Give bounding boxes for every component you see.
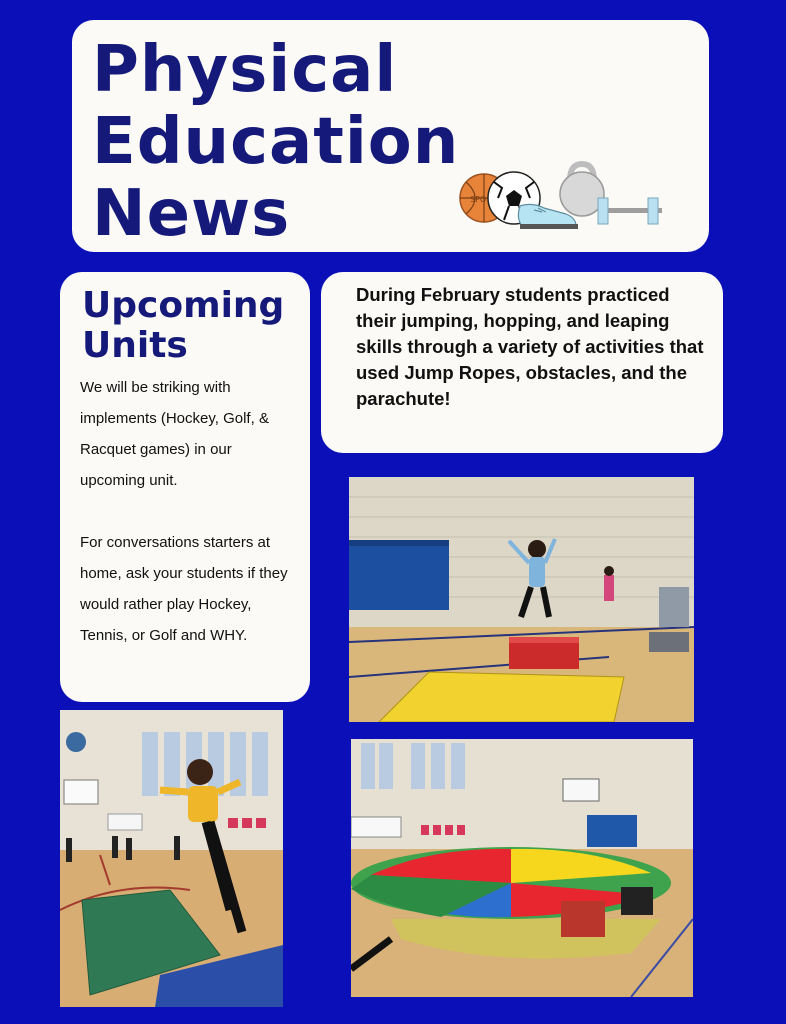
kettlebell-icon	[560, 164, 604, 216]
upcoming-units-body	[80, 372, 295, 682]
february-summary-card	[321, 272, 723, 453]
title-line-3: News	[92, 177, 291, 251]
gym-parachute-photo	[351, 739, 693, 997]
page-title	[92, 34, 459, 250]
basketball-text: SPO	[470, 195, 487, 204]
gym-jump-photo	[349, 477, 694, 722]
upcoming-paragraph-1: We will be striking with implements (Hockey, Golf, & Racquet games) in our upcoming unit.	[80, 379, 269, 489]
sports-equipment-icon	[458, 160, 670, 232]
heading-line-1: Upcoming	[82, 285, 285, 326]
upcoming-units-card	[60, 272, 310, 702]
title-line-1: Physical	[92, 33, 398, 107]
heading-line-2: Units	[82, 325, 188, 366]
gym-leap-photo	[60, 710, 283, 1007]
title-line-2: Education	[92, 105, 460, 179]
february-summary-text: During February students practiced their jumping, hopping, and leaping skills through a variety of activities that used Jump Ropes, obstacles, and the parachute!	[356, 284, 704, 409]
dumbbell-icon	[598, 198, 662, 224]
upcoming-paragraph-2: For conversations starters at home, ask your students if they would rather play Hockey, Tennis, or Golf and WHY.	[80, 534, 288, 644]
upcoming-units-heading	[82, 286, 284, 366]
